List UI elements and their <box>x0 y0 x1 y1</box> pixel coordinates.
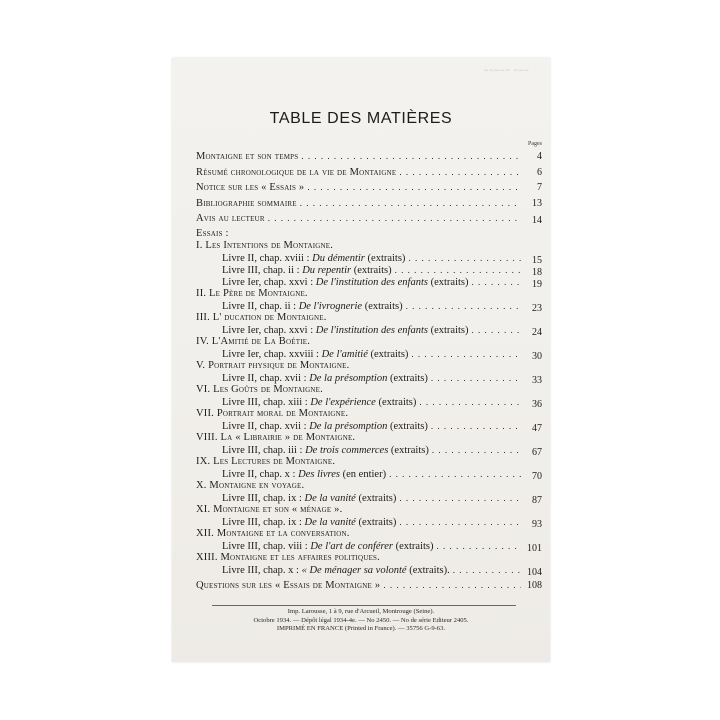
dot-leader <box>431 420 521 432</box>
dot-leader <box>408 252 521 264</box>
toc-entry <box>196 166 542 178</box>
section-title: XII. Montaigne et la conversation. <box>196 527 350 539</box>
dot-leader <box>307 181 521 193</box>
section-item <box>196 348 542 360</box>
section-heading <box>196 552 542 564</box>
chapter-ref: Livre III, chap. viii : De l'art de conférer (extraits) <box>222 540 434 552</box>
section-heading <box>196 456 542 468</box>
section-heading <box>196 408 542 420</box>
section-item <box>196 420 542 432</box>
chapter-page: 18 <box>532 266 542 278</box>
section-item <box>196 372 542 384</box>
toc-entry <box>196 579 542 591</box>
essais-heading <box>196 228 542 240</box>
toc-entry-title: Avis au lecteur <box>196 213 265 224</box>
chapter-ref: Livre II, chap. x : Des livres (en entier) <box>222 468 387 480</box>
section-heading <box>196 336 542 348</box>
dot-leader <box>453 564 521 576</box>
dot-leader <box>472 276 522 288</box>
section-item <box>196 300 542 312</box>
section-item <box>196 444 542 456</box>
toc-entry-title: Questions sur les « Essais de Montaigne » <box>196 580 381 591</box>
chapter-page: 70 <box>532 470 542 482</box>
toc-entry-page: 7 <box>537 182 542 193</box>
section-item <box>196 396 542 408</box>
dot-leader <box>399 166 521 178</box>
section-title: XI. Montaigne et son « ménage ». <box>196 503 343 515</box>
chapter-page: 30 <box>532 350 542 362</box>
toc-entry-page: 14 <box>532 215 542 226</box>
essais-label: Essais : <box>196 227 229 239</box>
dot-leader <box>472 324 522 336</box>
chapter-page: 104 <box>527 566 542 578</box>
chapter-page: 67 <box>532 446 542 458</box>
section-heading <box>196 240 542 252</box>
section-title: I. Les Intentions de Montaigne. <box>196 239 334 251</box>
section-title: II. Le Père de Montaigne. <box>196 287 308 299</box>
chapter-page: 15 <box>532 254 542 266</box>
section-item <box>196 516 542 528</box>
table-of-contents <box>196 150 542 591</box>
section-title: V. Portrait physique de Montaigne. <box>196 359 350 371</box>
section-heading <box>196 288 542 300</box>
printer-imprint <box>172 608 550 634</box>
toc-entry <box>196 212 542 224</box>
section-heading <box>196 312 542 324</box>
chapter-ref: Livre II, chap. xviii : Du démentir (extraits) <box>222 252 406 264</box>
toc-entry-title: Montaigne et son temps <box>196 151 299 162</box>
imprint-line: IMPRIMÉ EN FRANCE (Printed in France). — 35756 G-9-63. <box>276 625 446 632</box>
toc-entry-title: Bibliographie sommaire <box>196 197 297 209</box>
section-heading <box>196 480 542 492</box>
chapter-page: 24 <box>532 326 542 338</box>
section-heading <box>196 504 542 516</box>
dot-leader <box>300 197 521 209</box>
dot-leader <box>389 468 521 480</box>
toc-entry <box>196 181 542 193</box>
chapter-page: 36 <box>532 398 542 410</box>
chapter-ref: Livre Ier, chap. xxvi : De l'institution des enfants (extraits) <box>222 276 469 288</box>
chapter-ref: Livre Ier, chap. xxvi : De l'institution des enfants (extraits) <box>222 324 469 336</box>
section-item <box>196 540 542 552</box>
toc-entry-page: 6 <box>537 166 542 178</box>
section-title: VI. Les Goûts de Montaigne. <box>196 383 323 395</box>
section-heading <box>196 360 542 372</box>
section-title: IV. L'Amitié de La Boétie. <box>196 335 311 347</box>
toc-entry-page: 108 <box>527 580 542 591</box>
pages-column-label: Pages <box>528 141 542 147</box>
toc-entry <box>196 150 542 162</box>
chapter-page: 33 <box>532 374 542 386</box>
section-item <box>196 252 542 264</box>
chapter-page: 47 <box>532 422 542 434</box>
section-title: X. Montaigne en voyage. <box>196 479 305 491</box>
section-item <box>196 276 542 288</box>
chapter-ref: Livre III, chap. ix : De la vanité (extraits) <box>222 492 397 504</box>
chapter-ref: Livre Ier, chap. xxviii : De l'amitié (extraits) <box>222 348 409 360</box>
dot-leader <box>268 212 521 224</box>
chapter-ref: Livre III, chap. xiii : De l'expérience (extraits) <box>222 396 417 408</box>
book-page <box>172 58 550 662</box>
section-item <box>196 264 542 276</box>
chapter-ref: Livre III, chap. x : « De ménager sa volonté (extraits). <box>222 564 450 576</box>
chapter-page: 19 <box>532 278 542 290</box>
dot-leader <box>395 264 521 276</box>
dot-leader <box>383 579 521 591</box>
imprint-line: Imp. Larousse, 1 à 9, rue d'Arcueil, Montrouge (Seine). <box>287 608 435 615</box>
dot-leader <box>399 492 521 504</box>
dot-leader <box>411 348 521 360</box>
chapter-ref: Livre II, chap. xvii : De la présomption (extraits) <box>222 372 428 384</box>
section-heading <box>196 432 542 444</box>
chapter-ref: Livre III, chap. ix : De la vanité (extraits) <box>222 516 397 528</box>
section-heading <box>196 528 542 540</box>
chapter-page: 23 <box>532 302 542 314</box>
dot-leader <box>399 516 521 528</box>
section-item <box>196 492 542 504</box>
section-heading <box>196 384 542 396</box>
toc-entry <box>196 197 542 209</box>
dot-leader <box>301 150 521 162</box>
toc-entry-page: 13 <box>532 197 542 209</box>
imprint-line: Octobre 1934. — Dépôt légal 1934-4e. — No 2450. — No de série Editeur 2405. <box>253 616 469 624</box>
section-title: XIII. Montaigne et les affaires politiques. <box>196 551 380 563</box>
toc-entry-page: 4 <box>537 151 542 162</box>
section-item <box>196 468 542 480</box>
section-item <box>196 324 542 336</box>
chapter-ref: Livre II, chap. xvii : De la présomption (extraits) <box>222 420 428 432</box>
section-item <box>196 564 542 576</box>
page-title: TABLE DES MATIÈRES <box>269 110 453 127</box>
dot-leader <box>431 372 521 384</box>
dot-leader <box>406 300 521 312</box>
footer-rule <box>212 605 516 606</box>
section-title: VII. Portrait moral de Montaigne. <box>196 407 349 419</box>
dot-leader <box>419 396 521 408</box>
section-title: IX. Les Lectures de Montaigne. <box>196 455 336 467</box>
chapter-page: 101 <box>527 542 542 554</box>
dot-leader <box>432 444 521 456</box>
bleed-through-text: ~~~~~ ~~~ <box>484 66 530 75</box>
toc-entry-title: Notice sur les « Essais » <box>196 182 305 193</box>
dot-leader <box>437 540 521 552</box>
section-title: VIII. La « Librairie » de Montaigne. <box>196 431 356 443</box>
toc-entry-title: Résumé chronologique de la vie de Montaigne <box>196 166 397 178</box>
section-title: III. L' ducation de Montaigne. <box>196 311 327 323</box>
chapter-ref: Livre III, chap. ii : Du repentir (extraits) <box>222 264 392 276</box>
chapter-page: 93 <box>532 518 542 530</box>
chapter-ref: Livre III, chap. iii : De trois commerces (extraits) <box>222 444 429 456</box>
chapter-ref: Livre II, chap. ii : De l'ivrognerie (extraits) <box>222 300 403 312</box>
chapter-page: 87 <box>532 494 542 506</box>
